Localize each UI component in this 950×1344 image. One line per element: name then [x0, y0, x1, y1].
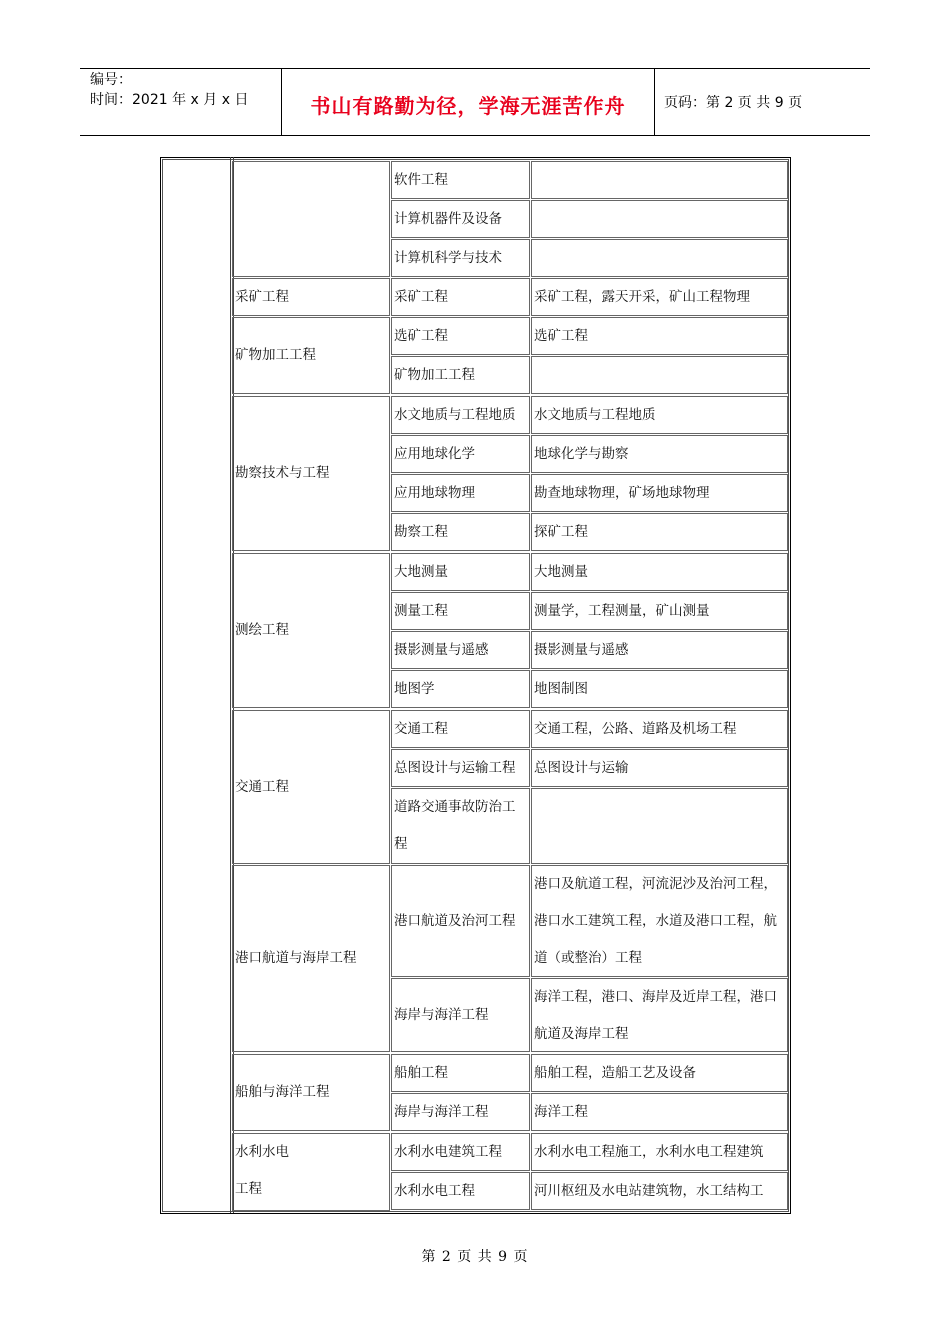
major-cell: 应用地球物理 [391, 474, 530, 512]
major-cell: 应用地球化学 [391, 435, 530, 473]
header-meta [90, 70, 248, 110]
old-major-cell: 大地测量 [531, 553, 788, 591]
category-cell: 船舶与海洋工程 [232, 1054, 390, 1131]
old-major-cell: 测量学，工程测量，矿山测量 [531, 592, 788, 630]
major-cell: 大地测量 [391, 553, 530, 591]
old-major-cell: 水利水电工程施工，水利水电工程建筑 [531, 1133, 788, 1171]
category-cell: 港口航道与海岸工程 [232, 865, 390, 1052]
major-cell: 选矿工程 [391, 317, 530, 355]
old-major-cell: 摄影测量与遥感 [531, 631, 788, 669]
major-cell: 水利水电建筑工程 [391, 1133, 530, 1171]
old-major-cell: 采矿工程，露天开采，矿山工程物理 [531, 278, 788, 316]
header-bottom-rule [80, 135, 870, 136]
major-cell: 矿物加工工程 [391, 356, 530, 394]
major-cell: 测量工程 [391, 592, 530, 630]
old-major-cell: 河川枢纽及水电站建筑物，水工结构工 [531, 1172, 788, 1210]
category-cell: 采矿工程 [232, 278, 390, 316]
header-divider [654, 68, 655, 135]
old-major-cell: 交通工程，公路、道路及机场工程 [531, 710, 788, 748]
header-top-rule [80, 68, 870, 69]
old-major-cell [531, 788, 788, 864]
motto: 书山有路勤为径，学海无涯苦作舟 [310, 94, 626, 118]
old-major-cell: 水文地质与工程地质 [531, 396, 788, 434]
major-cell: 勘察工程 [391, 513, 530, 551]
category-cell: 测绘工程 [232, 553, 390, 708]
old-major-cell: 地球化学与勘察 [531, 435, 788, 473]
category-cell: 勘察技术与工程 [232, 396, 390, 551]
old-major-cell: 船舶工程，造船工艺及设备 [531, 1054, 788, 1092]
major-cell: 计算机器件及设备 [391, 200, 530, 238]
major-cell: 船舶工程 [391, 1054, 530, 1092]
major-cell: 交通工程 [391, 710, 530, 748]
old-major-cell: 海洋工程 [531, 1093, 788, 1131]
major-table [160, 157, 790, 1213]
old-major-cell: 选矿工程 [531, 317, 788, 355]
major-cell: 采矿工程 [391, 278, 530, 316]
major-cell: 海岸与海洋工程 [391, 1093, 530, 1131]
major-cell: 海岸与海洋工程 [391, 978, 530, 1052]
date-label: 时间：2021 年 x 月 x 日 [90, 92, 249, 108]
major-cell: 软件工程 [391, 161, 530, 199]
old-major-cell: 勘查地球物理，矿场地球物理 [531, 474, 788, 512]
major-cell: 总图设计与运输工程 [391, 749, 530, 787]
old-major-cell: 海洋工程，港口、海岸及近岸工程，港口航道及海岸工程 [531, 978, 788, 1052]
column-divider [230, 157, 231, 1213]
major-cell: 地图学 [391, 670, 530, 708]
old-major-cell: 地图制图 [531, 670, 788, 708]
page-footer: 第 2 页 共 9 页 [421, 1249, 529, 1265]
major-cell: 道路交通事故防治工程 [391, 788, 530, 864]
page-label: 页码：第 2 页 共 9 页 [664, 95, 803, 111]
category-cell [232, 161, 390, 277]
major-cell: 水文地质与工程地质 [391, 396, 530, 434]
old-major-cell: 总图设计与运输 [531, 749, 788, 787]
old-major-cell: 探矿工程 [531, 513, 788, 551]
old-major-cell [531, 200, 788, 238]
category-cell: 矿物加工工程 [232, 317, 390, 394]
major-cell: 摄影测量与遥感 [391, 631, 530, 669]
major-cell: 计算机科学与技术 [391, 239, 530, 277]
old-major-cell: 港口及航道工程，河流泥沙及治河工程，港口水工建筑工程，水道及港口工程，航道（或整治）工程 [531, 865, 788, 977]
category-cell: 交通工程 [232, 710, 390, 864]
number-label: 编号： [90, 72, 132, 88]
old-major-cell [531, 239, 788, 277]
old-major-cell [531, 161, 788, 199]
major-cell: 水利水电工程 [391, 1172, 530, 1210]
category-cell: 水利水电 工程 [232, 1133, 390, 1211]
major-cell: 港口航道及治河工程 [391, 865, 530, 977]
old-major-cell [531, 356, 788, 394]
